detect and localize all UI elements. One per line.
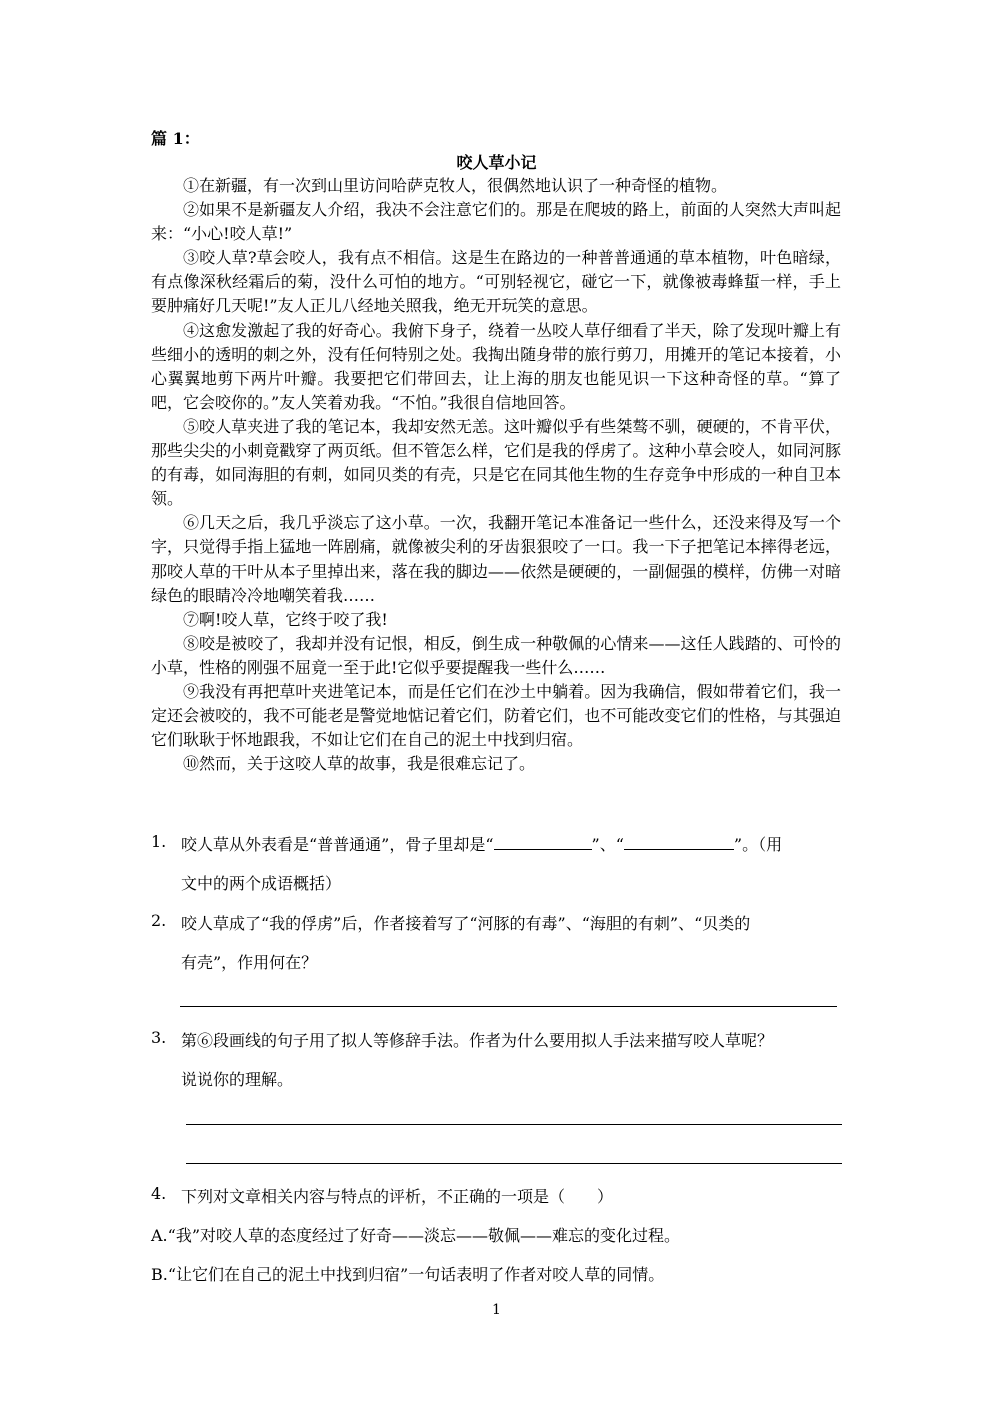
paragraph-6: ⑥几天之后，我几乎淡忘了这小草。一次，我翻开笔记本准备记一些什么，还没来得及写一个字，只觉得手指上猛地一阵剧痛，就像被尖利的牙齿狠狠咬了一口。我一下子把笔记本摔得老远，那咬人草的干叶从本子里掉出来，落在我的脚边——依然是硬硬的，一副倔强的模样，仿佛一对暗绿色的眼睛冷冷地嘲笑着我……	[151, 513, 841, 605]
question-text-line-1: 下列对文章相关内容与特点的评析，不正确的一项是（ ）	[181, 1187, 614, 1206]
paragraph-9: ⑨我没有再把草叶夹进笔记本，而是任它们在沙土中躺着。因为我确信，假如带着它们，我一定还会被咬的，我不可能老是警觉地惦记着它们，防着它们，也不可能改变它们的性格，与其强迫它们耿耿于怀地跟我，不如让它们在自己的泥土中找到归宿。	[151, 681, 841, 750]
question-1	[151, 832, 841, 892]
question-text-line-2: 有壳”，作用何在？	[181, 953, 318, 972]
answer-blank-2[interactable]	[624, 833, 734, 850]
choice-a: A.“我”对咬人草的态度经过了好奇——淡忘——敬佩——难忘的变化过程。	[151, 1226, 681, 1245]
paragraph-8: ⑧咬是被咬了，我却并没有记恨，相反，倒生成一种敬佩的心情来——这任人践踏的、可怜的小草，性格的刚强不屈竟一至于此!它似乎要提醒我一些什么……	[151, 633, 841, 677]
question-text-line-2: 说说你的理解。	[181, 1070, 294, 1089]
answer-line[interactable]	[186, 1163, 842, 1164]
question-4	[151, 1184, 841, 1208]
paragraph-1: ①在新疆，有一次到山里访问哈萨克牧人，很偶然地认识了一种奇怪的植物。	[183, 176, 728, 195]
question-number: 1.	[151, 832, 167, 851]
paragraph-2: ②如果不是新疆友人介绍，我决不会注意它们的。那是在爬坡的路上，前面的人突然大声叫起来：“小心!咬人草!”	[151, 200, 841, 244]
question-3	[151, 1028, 841, 1088]
passage-body	[151, 174, 841, 776]
question-number: 2.	[151, 911, 167, 930]
question-number: 4.	[151, 1184, 167, 1203]
page-number: 1	[492, 1302, 501, 1318]
question-text-segment: ”。（用	[733, 835, 783, 854]
question-text-line-1: 第⑥段画线的句子用了拟人等修辞手法。作者为什么要用拟人手法来描写咬人草呢？	[181, 1031, 774, 1050]
paragraph-10: ⑩然而，关于这咬人草的故事，我是很难忘记了。	[183, 754, 536, 774]
question-text-line-1: 咬人草成了“我的俘虏”后，作者接着写了“河豚的有毒”、“海胆的有刺”、“贝类的	[181, 914, 751, 933]
question-2	[151, 911, 841, 971]
question-number: 3.	[151, 1028, 167, 1047]
passage-title: 咬人草小记	[456, 153, 537, 172]
paragraph-4: ④这愈发激起了我的好奇心。我俯下身子，绕着一丛咬人草仔细看了半天，除了发现叶瓣上有些细小的透明的刺之外，没有任何特别之处。我掏出随身带的旅行剪刀，用摊开的笔记本接着，小心翼翼地剪下两片叶瓣。我要把它们带回去，让上海的朋友也能见识一下这种奇怪的草。“算了吧，它会咬你的。”友人笑着劝我。“不怕。”我很自信地回答。	[151, 320, 841, 412]
choice-b: B.“让它们在自己的泥土中找到归宿”一句话表明了作者对咬人草的同情。	[151, 1265, 665, 1284]
section-label: 篇 1：	[151, 129, 200, 148]
answer-line[interactable]	[180, 1006, 837, 1007]
question-text-line-1	[181, 832, 782, 855]
question-text-segment: ”、“	[591, 835, 624, 854]
answer-line[interactable]	[186, 1124, 842, 1125]
paragraph-5: ⑤咬人草夹进了我的笔记本，我却安然无恙。这叶瓣似乎有些桀骜不驯，硬硬的，不肯平伏，那些尖尖的小刺竟戳穿了两页纸。但不管怎么样，它们是我的俘虏了。这种小草会咬人，如同河豚的有毒，如同海胆的有刺，如同贝类的有壳，只是它在同其他生物的生存竞争中形成的一种自卫本领。	[151, 416, 841, 509]
paragraph-7: ⑦啊!咬人草，它终于咬了我!	[183, 609, 388, 629]
question-text-line-2: 文中的两个成语概括）	[181, 874, 342, 893]
question-text-segment: 咬人草从外表看是“普普通通”，骨子里却是“	[181, 835, 494, 854]
answer-blank-1[interactable]	[494, 833, 592, 850]
paragraph-3: ③咬人草?草会咬人，我有点不相信。这是生在路边的一种普普通通的草本植物，叶色暗绿，有点像深秋经霜后的菊，没什么可怕的地方。“可别轻视它，碰它一下，就像被毒蜂蜇一样，手上要肿痛好几天呢!”友人正儿八经地关照我，绝无开玩笑的意思。	[151, 248, 841, 316]
